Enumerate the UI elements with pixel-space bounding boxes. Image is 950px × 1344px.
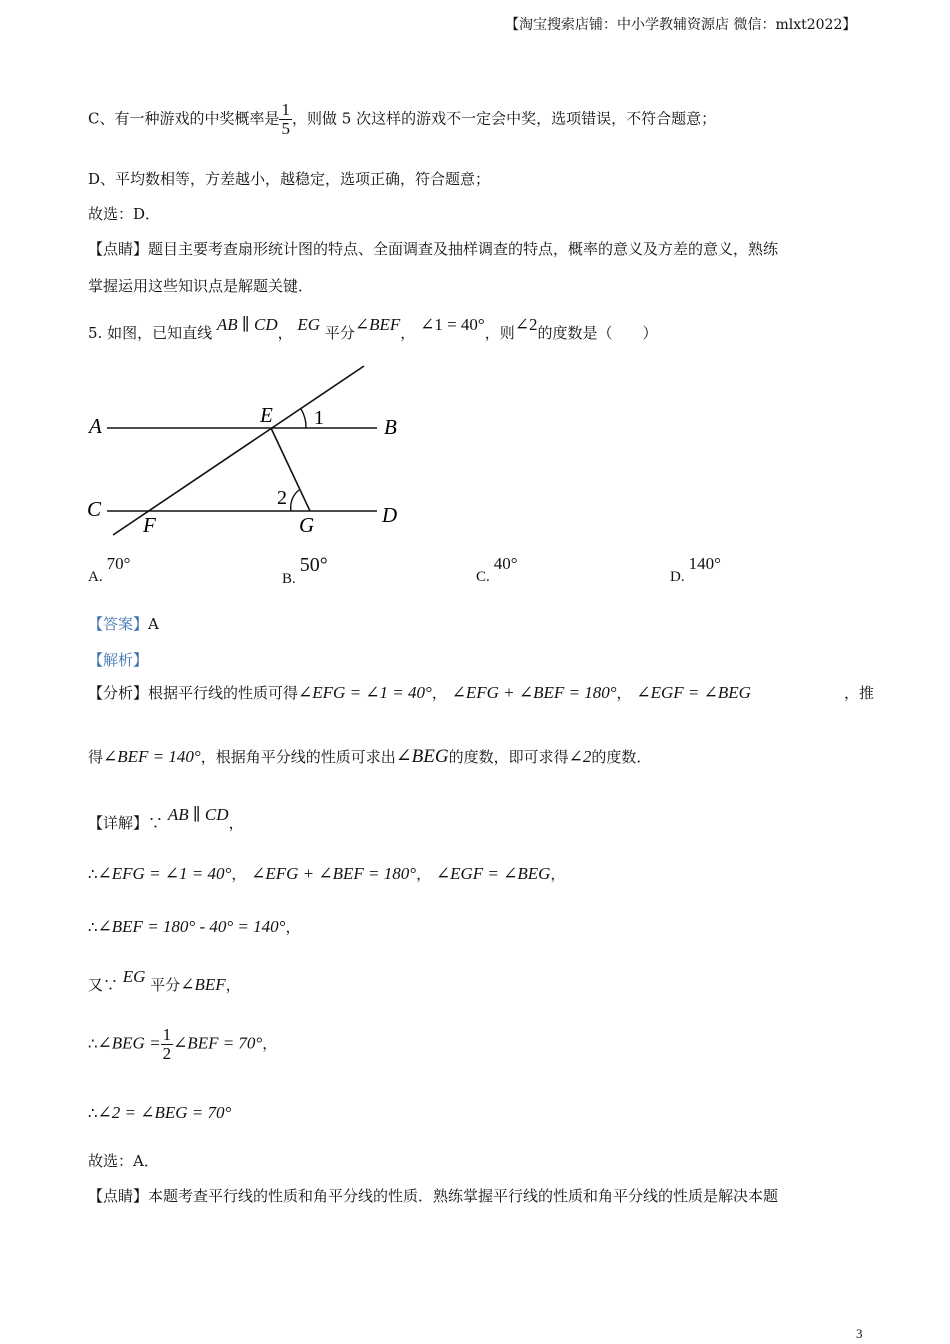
math-angle1-eq: ∠1 = 40° [420, 315, 485, 334]
bisect-text: 平分 [324, 324, 355, 342]
math-angle-beg: ∠BEG [395, 746, 449, 767]
separator: ， [225, 976, 241, 994]
math-eg: EG [297, 315, 321, 334]
label-b: B [384, 415, 397, 439]
math-bef-computation: ∠BEF = 180° - 40° = 140° [97, 917, 286, 936]
separator: ， [616, 684, 632, 702]
therefore-symbol: ∴ [88, 865, 98, 883]
label-f: F [143, 513, 156, 537]
separator: ， [277, 324, 293, 342]
therefore-symbol: ∴ [88, 1104, 98, 1122]
fenxi-text: 的度数． [591, 748, 652, 766]
fenxi-prefix: 得 [88, 748, 104, 766]
option-b[interactable] [282, 554, 328, 589]
detail-line5 [88, 1026, 277, 1063]
prev-answer: 故选：D． [88, 205, 161, 223]
separator: ， [231, 865, 247, 883]
math-angle2: ∠2 [514, 315, 538, 334]
angle2-arc [291, 490, 299, 511]
label-a: A [89, 414, 102, 438]
final-note: 【点睛】本题考查平行线的性质和角平分线的性质．熟练掌握平行线的性质和角平分线的性质是解决本题 [88, 1187, 779, 1205]
detail-line6 [88, 1103, 231, 1123]
option-d-value: 140° [688, 554, 721, 573]
math-eg: EG [122, 967, 146, 986]
separator: ， [262, 1034, 278, 1053]
option-d-label: D. [670, 569, 685, 585]
question-suffix: 的度数是（ ） [537, 324, 658, 342]
answer-line [88, 613, 159, 634]
answer-value: A [148, 615, 159, 633]
math-egf-eq-beg: ∠EGF = ∠BEG [636, 683, 751, 702]
math-ab-parallel-cd: AB ∥ CD [216, 315, 278, 334]
because-symbol: ∵ [148, 814, 164, 832]
label-angle1: 1 [314, 407, 324, 429]
detail-line1 [88, 805, 244, 833]
page-number: 3 [856, 1326, 863, 1341]
option-c-label: C. [476, 569, 490, 585]
math-bef-140: ∠BEF = 140° [103, 747, 201, 766]
math-angle-bef: ∠BEF [354, 315, 401, 334]
answer-tag: 【答案】 [88, 615, 149, 633]
math-efg-eq: ∠EFG = ∠1 = 40° [97, 864, 232, 883]
fraction-one-half [161, 1026, 174, 1063]
separator: ，则 [484, 324, 515, 342]
math-bef-70: ∠BEF = 70° [173, 1033, 263, 1053]
option-c-prefix: C、有一种游戏的中奖概率是 [88, 109, 280, 128]
math-angle2: ∠2 [568, 747, 592, 766]
option-c-suffix: ，则做 5 次这样的游戏不一定会中奖，选项错误，不符合题意； [291, 109, 717, 128]
option-c-value: 40° [493, 554, 518, 573]
fenxi-line1-end: ，推 [844, 684, 875, 702]
fenxi-text: ，根据角平分线的性质可求出 [200, 748, 396, 766]
question-5 [88, 315, 658, 343]
detail-line3 [88, 916, 300, 937]
option-a-label: A. [88, 569, 103, 585]
separator: ， [228, 814, 244, 832]
option-a-value: 70° [106, 554, 131, 573]
math-beg-eq: ∠BEG = [97, 1033, 161, 1053]
label-g: G [299, 513, 315, 537]
label-d: D [382, 503, 398, 527]
math-egf-eq-beg: ∠EGF = ∠BEG [435, 864, 551, 883]
math-ab-parallel-cd: AB ∥ CD [167, 805, 229, 824]
fenxi-text: 的度数，即可求得 [448, 748, 569, 766]
fraction-denominator: 5 [281, 118, 290, 138]
option-c[interactable] [476, 554, 518, 586]
math-efg-eq: ∠EFG = ∠1 = 40° [298, 683, 432, 702]
fenxi-line2 [88, 745, 651, 768]
option-d[interactable] [670, 554, 721, 586]
fenxi-text: 根据平行线的性质可得 [148, 684, 299, 702]
prev-note-line2: 掌握运用这些知识点是解题关键． [88, 277, 314, 295]
separator: ， [431, 684, 447, 702]
geometry-figure [80, 360, 420, 540]
detail-line2 [88, 863, 565, 884]
option-c-explanation [88, 101, 716, 138]
fraction-numerator: 1 [162, 1025, 172, 1044]
fenxi-line1 [88, 682, 751, 703]
detail-prefix: 又∵ [88, 976, 119, 994]
label-c: C [87, 497, 102, 521]
fraction-denominator: 2 [162, 1043, 172, 1063]
detail-tag: 【详解】 [88, 814, 149, 832]
option-d-explanation: D、平均数相等，方差越小，越稳定，选项正确，符合题意； [88, 170, 491, 188]
fenxi-tag: 【分析】 [88, 684, 149, 702]
math-sum-180: ∠EFG + ∠BEF = 180° [251, 864, 417, 883]
math-angle-bef: ∠BEF [180, 975, 226, 994]
therefore-symbol: ∴ [88, 1034, 98, 1053]
question-prefix: 5. 如图，已知直线 [88, 324, 213, 342]
separator: ， [285, 918, 301, 936]
separator: ， [400, 324, 416, 342]
transversal-line [113, 366, 364, 535]
header-text: 【淘宝搜索店铺：中小学教辅资源店 微信：mlxt2022】 [505, 17, 857, 33]
option-b-label: B. [282, 571, 296, 587]
analysis-tag: 【解析】 [88, 651, 149, 669]
option-a[interactable] [88, 554, 131, 586]
option-b-value: 50° [299, 554, 328, 576]
angle1-arc [301, 409, 306, 428]
prev-note-line1: 【点睛】题目主要考查扇形统计图的特点、全面调查及抽样调查的特点，概率的意义及方差的意义，熟练 [88, 240, 779, 258]
detail-line4 [88, 967, 241, 995]
label-angle2: 2 [277, 487, 287, 509]
bisect-text: 平分 [150, 976, 181, 994]
math-angle2-eq: ∠2 = ∠BEG = 70° [97, 1103, 232, 1122]
fraction-one-fifth [279, 101, 292, 138]
separator: ， [416, 865, 432, 883]
separator: ， [550, 865, 566, 883]
fraction-numerator: 1 [281, 100, 290, 119]
math-sum-180: ∠EFG + ∠BEF = 180° [451, 683, 617, 702]
therefore-symbol: ∴ [88, 918, 98, 936]
final-answer: 故选：A． [88, 1152, 159, 1170]
label-e: E [260, 403, 273, 427]
